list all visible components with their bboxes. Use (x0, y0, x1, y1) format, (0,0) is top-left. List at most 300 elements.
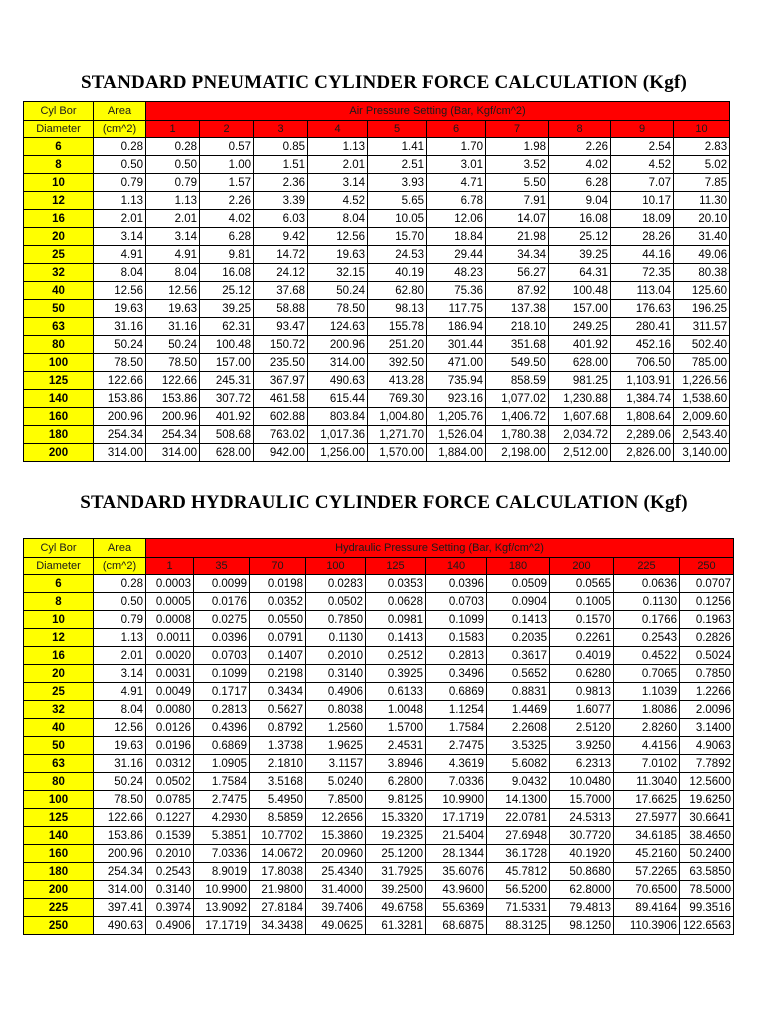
force-cell: 0.3434 (250, 683, 306, 701)
force-cell: 0.0008 (146, 611, 194, 629)
table-row (24, 665, 734, 683)
table-row (24, 282, 730, 300)
bore-diameter-cell: 63 (24, 318, 94, 336)
force-cell: 923.16 (427, 390, 486, 408)
force-cell: 706.50 (611, 354, 674, 372)
force-cell: 3.93 (368, 174, 427, 192)
force-cell: 1,538.60 (674, 390, 730, 408)
force-cell: 0.1407 (250, 647, 306, 665)
force-cell: 56.27 (486, 264, 549, 282)
force-cell: 10.7702 (250, 827, 306, 845)
pressure-column-header: 1 (146, 558, 194, 575)
force-cell: 19.63 (146, 300, 200, 318)
force-cell: 40.1920 (550, 845, 614, 863)
pressure-column-header: 200 (550, 558, 614, 575)
force-cell: 78.5000 (680, 881, 734, 899)
table-row (24, 899, 734, 917)
area-cell: 490.63 (94, 917, 146, 935)
force-cell: 0.0312 (146, 755, 194, 773)
area-cell: 122.66 (94, 809, 146, 827)
force-cell: 1.1254 (426, 701, 487, 719)
force-cell: 0.0353 (366, 575, 426, 593)
force-cell: 3.8946 (366, 755, 426, 773)
table-row (24, 138, 730, 156)
force-cell: 413.28 (368, 372, 427, 390)
force-cell: 62.80 (368, 282, 427, 300)
area-cell: 0.28 (94, 138, 146, 156)
force-cell: 1,077.02 (486, 390, 549, 408)
bore-diameter-cell: 80 (24, 336, 94, 354)
force-cell: 0.2010 (306, 647, 366, 665)
table-row (24, 881, 734, 899)
force-cell: 3,140.00 (674, 444, 730, 462)
force-cell: 7.85 (674, 174, 730, 192)
force-cell: 2.83 (674, 138, 730, 156)
force-cell: 27.6948 (487, 827, 550, 845)
force-cell: 89.4164 (614, 899, 680, 917)
force-cell: 3.5168 (250, 773, 306, 791)
force-cell: 39.7406 (306, 899, 366, 917)
area-cell: 0.50 (94, 593, 146, 611)
force-cell: 1.2266 (680, 683, 734, 701)
table-row (24, 701, 734, 719)
force-cell: 39.2500 (366, 881, 426, 899)
force-cell: 2.7475 (426, 737, 487, 755)
force-cell: 1,271.70 (368, 426, 427, 444)
force-cell: 5.0240 (306, 773, 366, 791)
force-cell: 11.3040 (614, 773, 680, 791)
force-cell: 4.3619 (426, 755, 487, 773)
force-cell: 1.51 (254, 156, 308, 174)
area-cell: 200.96 (94, 408, 146, 426)
header-row (24, 102, 730, 121)
force-cell: 1.2560 (306, 719, 366, 737)
area-cell: 8.04 (94, 264, 146, 282)
force-cell: 0.2261 (550, 629, 614, 647)
force-cell: 49.0625 (306, 917, 366, 935)
table-row (24, 863, 734, 881)
force-cell: 0.0003 (146, 575, 194, 593)
force-cell: 0.0020 (146, 647, 194, 665)
bore-diameter-cell: 6 (24, 575, 94, 593)
force-cell: 1.3738 (250, 737, 306, 755)
force-cell: 49.06 (674, 246, 730, 264)
force-cell: 0.0703 (194, 647, 250, 665)
force-cell: 0.9813 (550, 683, 614, 701)
pressure-column-header: 3 (254, 121, 308, 138)
force-cell: 18.84 (427, 228, 486, 246)
table-row (24, 809, 734, 827)
force-cell: 0.2813 (426, 647, 487, 665)
force-cell: 6.2313 (550, 755, 614, 773)
force-cell: 858.59 (486, 372, 549, 390)
bore-diameter-cell: 160 (24, 845, 94, 863)
force-cell: 1,384.74 (611, 390, 674, 408)
bore-diameter-cell: 10 (24, 174, 94, 192)
area-cell: 0.79 (94, 611, 146, 629)
force-cell: 0.1539 (146, 827, 194, 845)
force-cell: 1,570.00 (368, 444, 427, 462)
force-cell: 15.3860 (306, 827, 366, 845)
table-row (24, 300, 730, 318)
force-cell: 7.7892 (680, 755, 734, 773)
table-row (24, 372, 730, 390)
force-cell: 0.0011 (146, 629, 194, 647)
table-row (24, 444, 730, 462)
force-cell: 307.72 (200, 390, 254, 408)
force-cell: 12.2656 (306, 809, 366, 827)
bore-diameter-cell: 125 (24, 372, 94, 390)
bore-diameter-cell: 160 (24, 408, 94, 426)
force-cell: 22.0781 (487, 809, 550, 827)
force-cell: 10.0480 (550, 773, 614, 791)
bore-diameter-cell: 20 (24, 665, 94, 683)
force-cell: 1,808.64 (611, 408, 674, 426)
force-cell: 12.5600 (680, 773, 734, 791)
bore-diameter-cell: 25 (24, 246, 94, 264)
force-cell: 3.1157 (306, 755, 366, 773)
force-cell: 0.2826 (680, 629, 734, 647)
force-cell: 0.0509 (487, 575, 550, 593)
force-cell: 110.3906 (614, 917, 680, 935)
force-cell: 1.4469 (487, 701, 550, 719)
force-cell: 157.00 (549, 300, 611, 318)
force-cell: 3.39 (254, 192, 308, 210)
force-cell: 4.9063 (680, 737, 734, 755)
force-cell: 137.38 (486, 300, 549, 318)
bore-diameter-header: Diameter (24, 121, 94, 138)
table-row (24, 611, 734, 629)
force-cell: 0.4396 (194, 719, 250, 737)
bore-diameter-cell: 50 (24, 300, 94, 318)
bore-diameter-cell: 40 (24, 282, 94, 300)
force-cell: 0.3140 (306, 665, 366, 683)
pressure-column-header: 180 (487, 558, 550, 575)
force-cell: 508.68 (200, 426, 254, 444)
force-cell: 79.4813 (550, 899, 614, 917)
force-cell: 0.50 (146, 156, 200, 174)
force-cell: 55.6369 (426, 899, 487, 917)
force-cell: 50.24 (146, 336, 200, 354)
force-cell: 0.0707 (680, 575, 734, 593)
bore-diameter-cell: 63 (24, 755, 94, 773)
force-cell: 0.7850 (680, 665, 734, 683)
force-cell: 0.3140 (146, 881, 194, 899)
force-cell: 628.00 (200, 444, 254, 462)
area-cell: 0.28 (94, 575, 146, 593)
table-row (24, 593, 734, 611)
force-cell: 1.5700 (366, 719, 426, 737)
table-row (24, 755, 734, 773)
area-cell: 12.56 (94, 719, 146, 737)
pressure-column-header: 70 (250, 558, 306, 575)
force-cell: 1,103.91 (611, 372, 674, 390)
force-cell: 4.4156 (614, 737, 680, 755)
force-cell: 0.6280 (550, 665, 614, 683)
force-cell: 31.4000 (306, 881, 366, 899)
bore-diameter-cell: 140 (24, 390, 94, 408)
area-cell: 122.66 (94, 372, 146, 390)
bore-diameter-cell: 25 (24, 683, 94, 701)
force-cell: 0.1570 (550, 611, 614, 629)
force-cell: 2.0096 (680, 701, 734, 719)
force-cell: 0.4906 (306, 683, 366, 701)
force-cell: 153.86 (146, 390, 200, 408)
force-cell: 0.0981 (366, 611, 426, 629)
area-cell: 4.91 (94, 246, 146, 264)
table-row (24, 228, 730, 246)
table-row (24, 354, 730, 372)
pressure-column-header: 9 (611, 121, 674, 138)
force-cell: 4.02 (200, 210, 254, 228)
force-cell: 1,256.00 (308, 444, 368, 462)
force-cell: 1,884.00 (427, 444, 486, 462)
force-cell: 125.60 (674, 282, 730, 300)
table-row (24, 192, 730, 210)
force-cell: 196.25 (674, 300, 730, 318)
force-cell: 0.0396 (426, 575, 487, 593)
force-cell: 3.01 (427, 156, 486, 174)
force-cell: 61.3281 (366, 917, 426, 935)
bore-diameter-cell: 180 (24, 863, 94, 881)
force-cell: 2,512.00 (549, 444, 611, 462)
force-cell: 0.0502 (146, 773, 194, 791)
bore-diameter-cell: 80 (24, 773, 94, 791)
force-cell: 0.57 (200, 138, 254, 156)
force-cell: 0.1766 (614, 611, 680, 629)
bore-diameter-cell: 100 (24, 791, 94, 809)
force-cell: 763.02 (254, 426, 308, 444)
force-cell: 35.6076 (426, 863, 487, 881)
force-cell: 5.02 (674, 156, 730, 174)
force-cell: 31.16 (146, 318, 200, 336)
force-cell: 72.35 (611, 264, 674, 282)
area-cell: 12.56 (94, 282, 146, 300)
area-cell: 200.96 (94, 845, 146, 863)
pressure-group-header: Air Pressure Setting (Bar, Kgf/cm^2) (146, 102, 730, 121)
pressure-column-header: 2 (200, 121, 254, 138)
force-cell: 8.5859 (250, 809, 306, 827)
force-cell: 0.2198 (250, 665, 306, 683)
force-cell: 34.3438 (250, 917, 306, 935)
area-cell: 31.16 (94, 755, 146, 773)
force-cell: 176.63 (611, 300, 674, 318)
force-cell: 1,205.76 (427, 408, 486, 426)
force-cell: 942.00 (254, 444, 308, 462)
force-cell: 100.48 (200, 336, 254, 354)
force-cell: 9.8125 (366, 791, 426, 809)
force-cell: 150.72 (254, 336, 308, 354)
force-cell: 0.79 (146, 174, 200, 192)
force-cell: 29.44 (427, 246, 486, 264)
force-cell: 0.1130 (306, 629, 366, 647)
force-cell: 6.03 (254, 210, 308, 228)
force-cell: 9.42 (254, 228, 308, 246)
table-row (24, 773, 734, 791)
force-cell: 12.06 (427, 210, 486, 228)
area-cell: 8.04 (94, 701, 146, 719)
bore-diameter-cell: 100 (24, 354, 94, 372)
force-cell: 14.72 (254, 246, 308, 264)
force-cell: 9.81 (200, 246, 254, 264)
force-cell: 17.1719 (194, 917, 250, 935)
pressure-column-header: 7 (486, 121, 549, 138)
force-cell: 367.97 (254, 372, 308, 390)
pressure-column-header: 250 (680, 558, 734, 575)
force-cell: 2.4531 (366, 737, 426, 755)
area-cell: 78.50 (94, 354, 146, 372)
force-cell: 0.0099 (194, 575, 250, 593)
force-cell: 1.0048 (366, 701, 426, 719)
hydraulic-table-body (24, 539, 734, 935)
force-cell: 78.50 (146, 354, 200, 372)
force-cell: 2.36 (254, 174, 308, 192)
bore-diameter-cell: 32 (24, 701, 94, 719)
force-cell: 4.02 (549, 156, 611, 174)
bore-diameter-cell: 16 (24, 210, 94, 228)
area-cell: 31.16 (94, 318, 146, 336)
force-cell: 0.0502 (306, 593, 366, 611)
force-cell: 64.31 (549, 264, 611, 282)
force-cell: 301.44 (427, 336, 486, 354)
force-cell: 3.1400 (680, 719, 734, 737)
bore-diameter-header: Cyl Bor (24, 102, 94, 121)
force-cell: 8.04 (308, 210, 368, 228)
header-row (24, 558, 734, 575)
force-cell: 87.92 (486, 282, 549, 300)
force-cell: 0.8792 (250, 719, 306, 737)
force-cell: 5.65 (368, 192, 427, 210)
force-cell: 6.2800 (366, 773, 426, 791)
force-cell: 785.00 (674, 354, 730, 372)
bore-diameter-cell: 32 (24, 264, 94, 282)
force-cell: 0.0636 (614, 575, 680, 593)
force-cell: 31.7925 (366, 863, 426, 881)
force-cell: 5.50 (486, 174, 549, 192)
force-cell: 0.2035 (487, 629, 550, 647)
table-row (24, 336, 730, 354)
force-cell: 50.24 (308, 282, 368, 300)
force-cell: 1,230.88 (549, 390, 611, 408)
force-cell: 0.6869 (426, 683, 487, 701)
force-cell: 0.0126 (146, 719, 194, 737)
force-cell: 0.1413 (487, 611, 550, 629)
force-cell: 0.1099 (426, 611, 487, 629)
force-cell: 10.9900 (426, 791, 487, 809)
force-cell: 1.0905 (194, 755, 250, 773)
force-cell: 49.6758 (366, 899, 426, 917)
force-cell: 2.7475 (194, 791, 250, 809)
table-row (24, 156, 730, 174)
force-cell: 0.0352 (250, 593, 306, 611)
force-cell: 0.0080 (146, 701, 194, 719)
force-cell: 28.26 (611, 228, 674, 246)
force-cell: 16.08 (200, 264, 254, 282)
force-cell: 1.9625 (306, 737, 366, 755)
force-cell: 124.63 (308, 318, 368, 336)
bore-diameter-cell: 12 (24, 629, 94, 647)
force-cell: 2,198.00 (486, 444, 549, 462)
force-cell: 0.0396 (194, 629, 250, 647)
force-cell: 2.54 (611, 138, 674, 156)
force-cell: 3.52 (486, 156, 549, 174)
force-cell: 20.10 (674, 210, 730, 228)
table-row (24, 318, 730, 336)
force-cell: 7.0336 (194, 845, 250, 863)
table-row (24, 426, 730, 444)
area-cell: 3.14 (94, 228, 146, 246)
force-cell: 11.30 (674, 192, 730, 210)
force-cell: 7.8500 (306, 791, 366, 809)
force-cell: 24.5313 (550, 809, 614, 827)
force-cell: 98.13 (368, 300, 427, 318)
force-cell: 0.28 (146, 138, 200, 156)
force-cell: 0.1227 (146, 809, 194, 827)
bore-diameter-header: Diameter (24, 558, 94, 575)
force-cell: 99.3516 (680, 899, 734, 917)
force-cell: 245.31 (200, 372, 254, 390)
force-cell: 117.75 (427, 300, 486, 318)
force-cell: 549.50 (486, 354, 549, 372)
force-cell: 8.9019 (194, 863, 250, 881)
force-cell: 25.12 (549, 228, 611, 246)
force-cell: 235.50 (254, 354, 308, 372)
force-cell: 70.6500 (614, 881, 680, 899)
force-cell: 27.5977 (614, 809, 680, 827)
area-cell: 153.86 (94, 390, 146, 408)
force-cell: 401.92 (200, 408, 254, 426)
force-cell: 0.0049 (146, 683, 194, 701)
pneumatic-table-body (24, 102, 730, 462)
force-cell: 628.00 (549, 354, 611, 372)
area-cell: 3.14 (94, 665, 146, 683)
force-cell: 157.00 (200, 354, 254, 372)
force-cell: 17.8038 (250, 863, 306, 881)
area-cell: 78.50 (94, 791, 146, 809)
force-cell: 0.85 (254, 138, 308, 156)
force-cell: 0.6869 (194, 737, 250, 755)
table-row (24, 264, 730, 282)
force-cell: 37.68 (254, 282, 308, 300)
force-cell: 2.01 (146, 210, 200, 228)
area-cell: 19.63 (94, 300, 146, 318)
force-cell: 21.98 (486, 228, 549, 246)
bore-diameter-cell: 200 (24, 881, 94, 899)
force-cell: 2.5120 (550, 719, 614, 737)
force-cell: 1,004.80 (368, 408, 427, 426)
force-cell: 4.52 (611, 156, 674, 174)
force-cell: 15.7000 (550, 791, 614, 809)
force-cell: 200.96 (308, 336, 368, 354)
force-cell: 15.3320 (366, 809, 426, 827)
force-cell: 1,226.56 (674, 372, 730, 390)
force-cell: 314.00 (308, 354, 368, 372)
force-cell: 1.98 (486, 138, 549, 156)
force-cell: 0.0791 (250, 629, 306, 647)
force-cell: 0.1583 (426, 629, 487, 647)
force-cell: 31.40 (674, 228, 730, 246)
force-cell: 1.00 (200, 156, 254, 174)
bore-diameter-cell: 16 (24, 647, 94, 665)
force-cell: 16.08 (549, 210, 611, 228)
force-cell: 25.12 (200, 282, 254, 300)
force-cell: 78.50 (308, 300, 368, 318)
bore-diameter-cell: 10 (24, 611, 94, 629)
table-row (24, 210, 730, 228)
force-cell: 7.07 (611, 174, 674, 192)
force-cell: 0.4019 (550, 647, 614, 665)
force-cell: 63.5850 (680, 863, 734, 881)
